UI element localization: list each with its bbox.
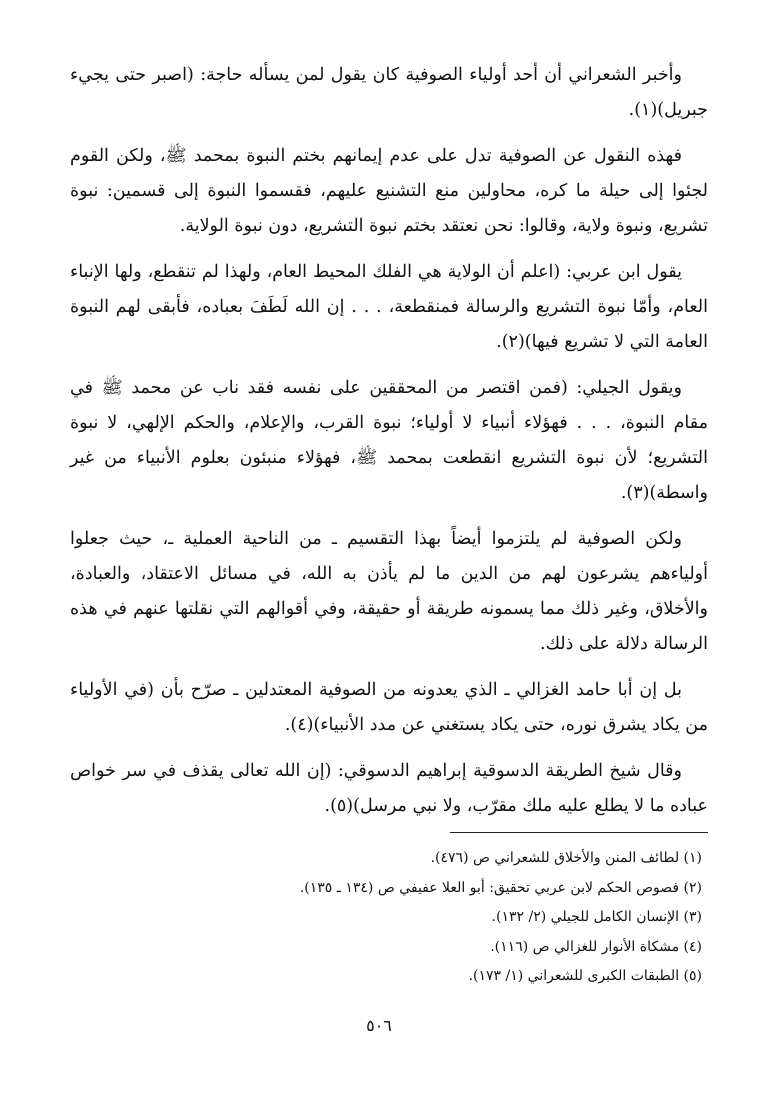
page-number: ٥٠٦ bbox=[366, 1016, 392, 1035]
paragraph-dasuqi: وقال شيخ الطريقة الدسوقية إبراهيم الدسوقي: (إن الله تعالى يقذف في سر خواص عباده ما لا يطلع عليه ملك مقرّب، ولا نبي مرسل)(٥). bbox=[70, 761, 708, 816]
paragraph-jili: ويقول الجيلي: (فمن اقتصر من المحققين على نفسه فقد ناب عن محمد ﷺ في مقام النبوة، . . . فهؤلاء أنبياء لا أولياء؛ نبوة القرب، والإعلام، والحكم الإلهي، لا نبوة التشريع؛ لأن نبوة التشريع انقطعت بمحمد ﷺ، فهؤلاء منبئون بعلوم الأنبياء من غير واسطة)(٣). bbox=[70, 378, 708, 503]
footnote-divider bbox=[450, 832, 708, 833]
footnote-4: (٤) مشكاة الأنوار للغزالي ص (١١٦). bbox=[490, 938, 702, 955]
footnotes bbox=[70, 844, 708, 992]
footnote-2: (٢) فصوص الحكم لابن عربي تحقيق: أبو العلا عفيفي ص (١٣٤ ـ ١٣٥). bbox=[299, 879, 702, 896]
paragraph-ghazali: بل إن أبا حامد الغزالي ـ الذي يعدونه من الصوفية المعتدلين ـ صرّح بأن (في الأولياء من يكاد يشرق نوره، حتى يكاد يستغني عن مدد الأنبياء)(٤). bbox=[70, 680, 708, 735]
footnote-3: (٣) الإنسان الكامل للجيلي (٢/ ١٣٢). bbox=[491, 909, 702, 925]
paragraph-ibn-arabi: يقول ابن عربي: (اعلم أن الولاية هي الفلك المحيط العام، ولهذا لم تنقطع، ولها الإنباء العام، وأمّا نبوة التشريع والرسالة فمنقطعة، . . . إن الله لَطَفَ بعباده، فأبقى لهم النبوة العامة التي لا تشريع فيها)(٢). bbox=[70, 262, 708, 352]
footnote-5: (٥) الطبقات الكبرى للشعراني (١/ ١٧٣). bbox=[468, 968, 702, 984]
footnote-1: (١) لطائف المنن والأخلاق للشعراني ص (٤٧٦). bbox=[430, 850, 702, 866]
paragraph-taqsim: ولكن الصوفية لم يلتزموا أيضاً بهذا التقسيم ـ من الناحية العملية ـ، حيث جعلوا أولياءهم يشرعون لهم من الدين ما لم يأذن به الله، في مسائل الاعتقاد، والعبادة، والأخلاق، وغير ذلك مما يسمونه طريقة أو حقيقة، وفي أقوالهم التي نقلتها عنهم في هذه الرسالة دلالة على ذلك. bbox=[70, 529, 708, 654]
paragraph-sharani: وأخبر الشعراني أن أحد أولياء الصوفية كان يقول لمن يسأله حاجة: (اصبر حتى يجيء جبريل)(١). bbox=[70, 65, 708, 120]
main-text bbox=[70, 58, 708, 835]
paragraph-khatm-nubuwwa: فهذه النقول عن الصوفية تدل على عدم إيمانهم بختم النبوة بمحمد ﷺ، ولكن القوم لجئوا إلى حيلة ما كره، محاولين منع التشنيع عليهم، فقسموا النبوة إلى قسمين: نبوة تشريع، ونبوة ولاية، وقالوا: نحن نعتقد بختم نبوة التشريع، دون نبوة الولاية. bbox=[70, 146, 708, 236]
